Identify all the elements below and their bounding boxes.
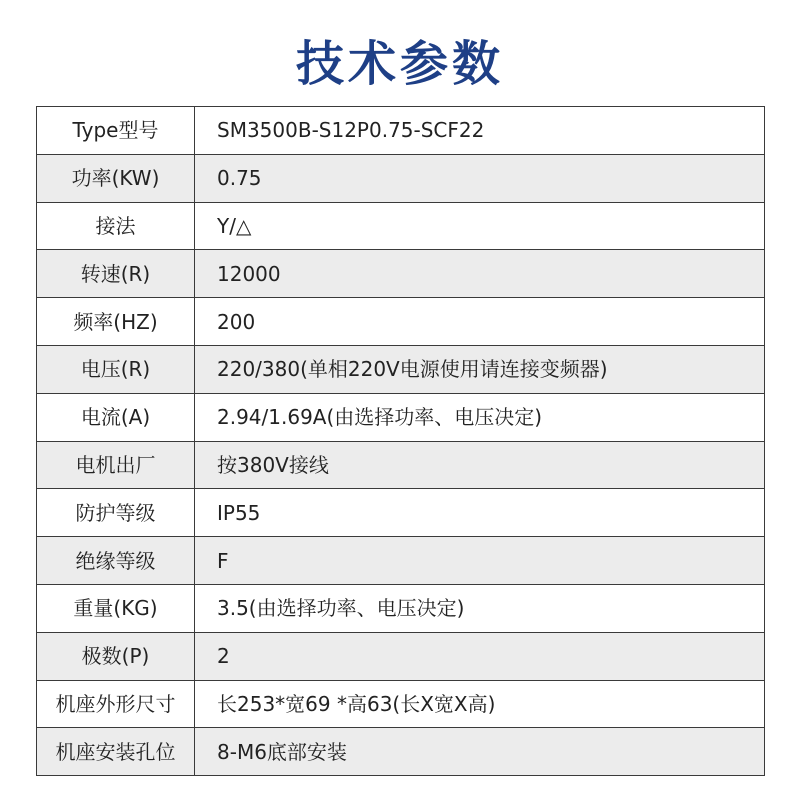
table-row-speed: [37, 250, 765, 298]
row-value: 220/380(单相220V电源使用请连接变频器): [195, 345, 765, 393]
table-row-current: [37, 393, 765, 441]
row-value: 按380V接线: [195, 441, 765, 489]
row-label: 电压(R): [37, 345, 195, 393]
table-row-frame-dimensions: [37, 680, 765, 728]
row-value: 200: [195, 298, 765, 346]
table-row-poles: [37, 632, 765, 680]
table-row-insulation: [37, 537, 765, 585]
row-value: 0.75: [195, 154, 765, 202]
table-row-power: [37, 154, 765, 202]
row-value: 12000: [195, 250, 765, 298]
row-label: 接法: [37, 202, 195, 250]
row-label: 电流(A): [37, 393, 195, 441]
row-value: SM3500B-S12P0.75-SCF22: [195, 107, 765, 155]
row-value: 8-M6底部安装: [195, 728, 765, 776]
table-row-factory-wiring: [37, 441, 765, 489]
row-label: 防护等级: [37, 489, 195, 537]
row-value: F: [195, 537, 765, 585]
row-label: 极数(P): [37, 632, 195, 680]
row-label: Type型号: [37, 107, 195, 155]
row-label: 绝缘等级: [37, 537, 195, 585]
row-label: 重量(KG): [37, 584, 195, 632]
row-value: 2: [195, 632, 765, 680]
table-row-mounting-holes: [37, 728, 765, 776]
page-title: 技术参数: [295, 36, 504, 92]
spec-table: [36, 106, 765, 776]
row-value: 2.94/1.69A(由选择功率、电压决定): [195, 393, 765, 441]
row-value: 长253*宽69 *高63(长X宽X高): [195, 680, 765, 728]
row-value: 3.5(由选择功率、电压决定): [195, 584, 765, 632]
table-row-wiring: [37, 202, 765, 250]
table-row-voltage: [37, 345, 765, 393]
table-row-frequency: [37, 298, 765, 346]
table-row-type: [37, 107, 765, 155]
row-value: Y/△: [195, 202, 765, 250]
table-row-weight: [37, 584, 765, 632]
row-label: 转速(R): [37, 250, 195, 298]
table-row-protection: [37, 489, 765, 537]
row-label: 频率(HZ): [37, 298, 195, 346]
row-label: 机座安装孔位: [37, 728, 195, 776]
row-label: 功率(KW): [37, 154, 195, 202]
row-label: 机座外形尺寸: [37, 680, 195, 728]
row-value: IP55: [195, 489, 765, 537]
row-label: 电机出厂: [37, 441, 195, 489]
